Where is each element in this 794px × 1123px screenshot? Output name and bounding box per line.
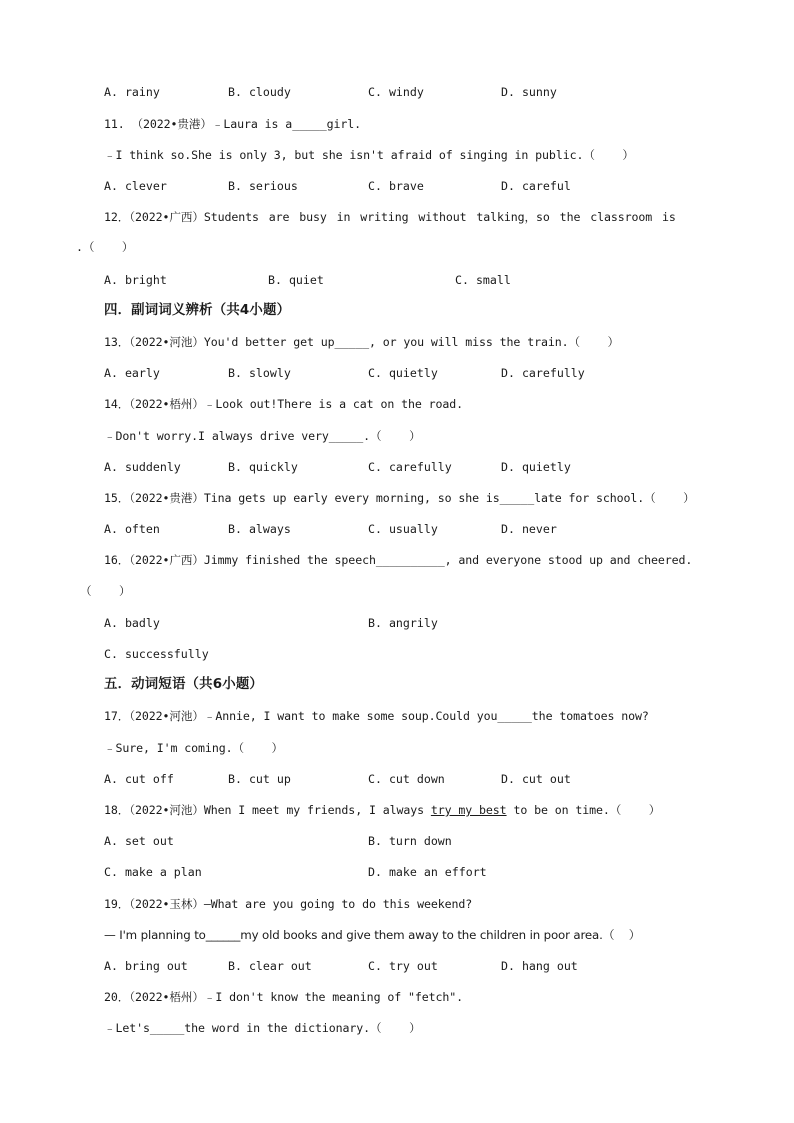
q12-line2: .（ ）	[76, 240, 134, 254]
q12-option-c: C. small	[455, 273, 511, 287]
q10-option-c: C. windy	[368, 85, 424, 99]
q18-stem	[104, 802, 734, 818]
q18-option-d: D. make an effort	[368, 865, 487, 879]
q19-option-a: A. bring out	[104, 959, 188, 973]
q16-option-a: A. badly	[104, 616, 160, 630]
q16-option-c: C. successfully	[104, 647, 209, 661]
q13-option-b: B. slowly	[228, 366, 291, 380]
q15-option-d: D. never	[501, 522, 557, 536]
q19-option-d: D. hang out	[501, 959, 578, 973]
q18-stem-before: 18．（2022•河池）When I meet my friends, I always	[104, 803, 431, 817]
q10-option-b: B. cloudy	[228, 85, 291, 99]
q17-option-a: A. cut off	[104, 772, 174, 786]
q20-stem: 20．（2022•梧州）﹣I don't know the meaning of "fetch".	[104, 990, 464, 1004]
q12-option-a: A. bright	[104, 273, 167, 287]
q11-option-d: D. careful	[501, 179, 571, 193]
q17-line2: ﹣Sure, I'm coming.（ ）	[104, 741, 283, 755]
q17-stem: 17．（2022•河池）﹣Annie, I want to make some soup.Could you_____the tomatoes now?	[104, 709, 649, 723]
q12-stem: 12．（2022•广西）Students are busy in writing without talking，so the classroom is	[104, 210, 676, 224]
q11-option-a: A. clever	[104, 179, 167, 193]
q18-option-c: C. make a plan	[104, 865, 202, 879]
q10-option-d: D. sunny	[501, 85, 557, 99]
q15-option-b: B. always	[228, 522, 291, 536]
q13-stem: 13．（2022•河池）You'd better get up_____, or you will miss the train.（ ）	[104, 335, 619, 349]
q13-option-a: A. early	[104, 366, 160, 380]
section-5-heading: 五．动词短语（共6小题）	[104, 677, 264, 692]
section-4-heading: 四．副词词义辨析（共4小题）	[104, 303, 291, 318]
q14-option-a: A. suddenly	[104, 460, 181, 474]
q16-stem: 16．（2022•广西）Jimmy finished the speech__________, and everyone stood up and cheered.	[104, 553, 693, 567]
q20-line2: ﹣Let's_____the word in the dictionary.（ ）	[104, 1021, 421, 1035]
q14-option-b: B. quickly	[228, 460, 298, 474]
q11-line2: ﹣I think so.She is only 3, but she isn't afraid of singing in public.（ ）	[104, 148, 634, 162]
q16-line2: （ ）	[80, 584, 131, 598]
q15-option-a: A. often	[104, 522, 160, 536]
q17-option-d: D. cut out	[501, 772, 571, 786]
q17-option-c: C. cut down	[368, 772, 445, 786]
q13-option-d: D. carefully	[501, 366, 585, 380]
q14-option-c: C. carefully	[368, 460, 452, 474]
q18-stem-after: to be on time.（ ）	[506, 803, 661, 817]
q19-stem: 19．（2022•玉林）—What are you going to do this weekend?	[104, 897, 473, 911]
q12-option-b: B. quiet	[268, 273, 324, 287]
q11-option-b: B. serious	[228, 179, 298, 193]
q10-option-a: A. rainy	[104, 85, 160, 99]
q13-option-c: C. quietly	[368, 366, 438, 380]
q16-option-b: B. angrily	[368, 616, 438, 630]
q19-line2: — I'm planning to______my old books and give them away to the children in poor area.（ ）	[104, 928, 641, 942]
q14-line2: ﹣Don't worry.I always drive very_____.（ ）	[104, 429, 421, 443]
q18-option-a: A. set out	[104, 834, 174, 848]
q18-underlined-phrase: try my best	[430, 803, 507, 817]
q14-stem: 14．（2022•梧州）﹣Look out!There is a cat on the road.	[104, 397, 464, 411]
q14-option-d: D. quietly	[501, 460, 571, 474]
q18-option-b: B. turn down	[368, 834, 452, 848]
q11-option-c: C. brave	[368, 179, 424, 193]
q19-option-c: C. try out	[368, 959, 438, 973]
q19-option-b: B. clear out	[228, 959, 312, 973]
q17-option-b: B. cut up	[228, 772, 291, 786]
q15-stem: 15．（2022•贵港）Tina gets up early every morning, so she is_____late for school.（ ）	[104, 491, 695, 505]
q15-option-c: C. usually	[368, 522, 438, 536]
q11-stem: 11. （2022•贵港）﹣Laura is a_____girl.	[104, 117, 361, 131]
